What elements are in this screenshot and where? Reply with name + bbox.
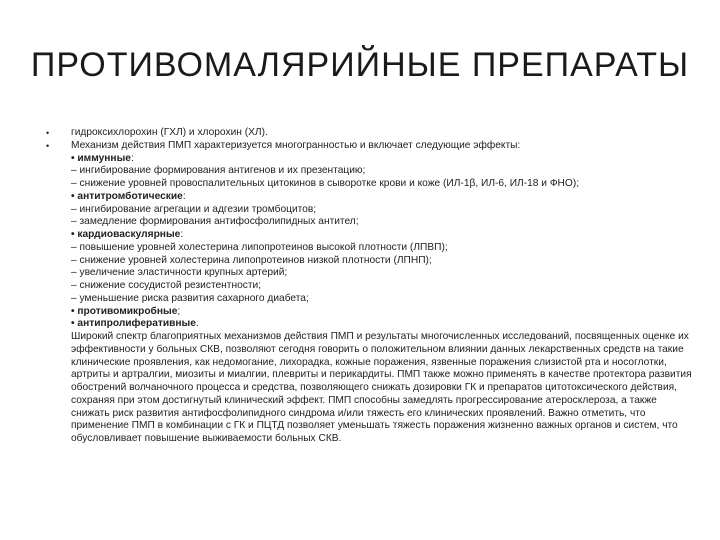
cardio-effect-1: – повышение уровней холестерина липопротеинов высокой плотности (ЛПВП); xyxy=(71,241,448,253)
cardio-effect-4: – снижение сосудистой резистентности; xyxy=(71,280,262,291)
cardio-punct: : xyxy=(180,229,184,240)
immune-punct: : xyxy=(130,152,134,164)
effect-heading-antithrombotic xyxy=(71,191,696,204)
antithrombotic-effect-1: – ингибирование агрегации и адгезии тромбоцитов; xyxy=(71,203,317,215)
cardio-effect-5: – уменьшение риска развития сахарного диабета; xyxy=(71,292,309,304)
immune-label: • иммунные xyxy=(71,152,131,164)
antimicrobial-label: • противомикробные xyxy=(71,305,178,317)
antiproliferative-label: • антипролиферативные xyxy=(71,318,196,330)
cardio-label: • кардиоваскулярные xyxy=(71,229,181,240)
effect-heading-immune xyxy=(71,153,696,166)
immune-effect-2: – снижение уровней провоспалительных цитокинов в сыворотке крови и коже (ИЛ-1β, ИЛ-6, ИЛ-18 и ФНО); xyxy=(71,178,580,189)
cardio-effect-3: – увеличение эластичности крупных артерий; xyxy=(71,267,288,279)
summary-paragraph: Широкий спектр благоприятных механизмов действия ПМП и результаты многочисленных исследований, посвященных оценке их эффективности у больных СКВ, позволяют сегодня говорить о положительном влиянии данных лекарственных средств на такие клинические проявления, как недомогание, лихорадка, кожные поражения, язвенные поражения слизистой рта и носоглотки, артриты и артралгии, миозиты и миалгии, плевриты и перикардиты. ПМП также можно применять в качестве протектора развития обострений волчаночного процесса и средства, позволяющего снижать дозировки ГК и препаратов цитотоксического действия, сохраняя при этом достигнутый клинический эффект. ПМП способны замедлять прогрессирование атеросклероза, а также снижать риск развития антифосфолипидного синдрома и/или тяжесть его клинических проявлений. Важно отметить, что применение ПМП в комбинации с ГК и ПЦТД позволяет уменьшать тяжесть поражения жизненно важных органов и систем, что обусловливает повышение выживаемости больных СКВ. xyxy=(71,331,692,444)
antithrombotic-label: • антитромботические xyxy=(71,190,183,202)
drugs-text: гидроксихлорохин (ГХЛ) и хлорохин (ХЛ). xyxy=(71,127,268,138)
effect-heading-antiproliferative xyxy=(71,318,696,331)
antiproliferative-punct: . xyxy=(195,318,199,330)
antithrombotic-punct: : xyxy=(182,190,186,202)
antithrombotic-effect-2: – замедление формирования антифосфолипидных антител; xyxy=(71,216,359,228)
bullet-item-drugs xyxy=(46,127,696,140)
slide-title: ПРОТИВОМАЛЯРИЙНЫЕ ПРЕПАРАТЫ xyxy=(30,46,690,84)
bullet-item-mechanism xyxy=(46,140,696,446)
immune-effect-1: – ингибирование формирования антигенов и их презентацию; xyxy=(71,165,366,177)
cardio-effect-2: – снижение уровней холестерина липопротеинов низкой плотности (ЛПНП); xyxy=(71,254,432,266)
effect-heading-antimicrobial xyxy=(71,306,696,319)
effect-heading-cardio xyxy=(71,229,696,242)
antimicrobial-punct: ; xyxy=(177,305,181,317)
slide-content xyxy=(46,127,696,446)
bullet-icon: • xyxy=(46,128,50,138)
mechanism-intro: Механизм действия ПМП характеризуется многогранностью и включает следующие эффекты: xyxy=(71,139,521,151)
bullet-icon: • xyxy=(46,140,50,151)
